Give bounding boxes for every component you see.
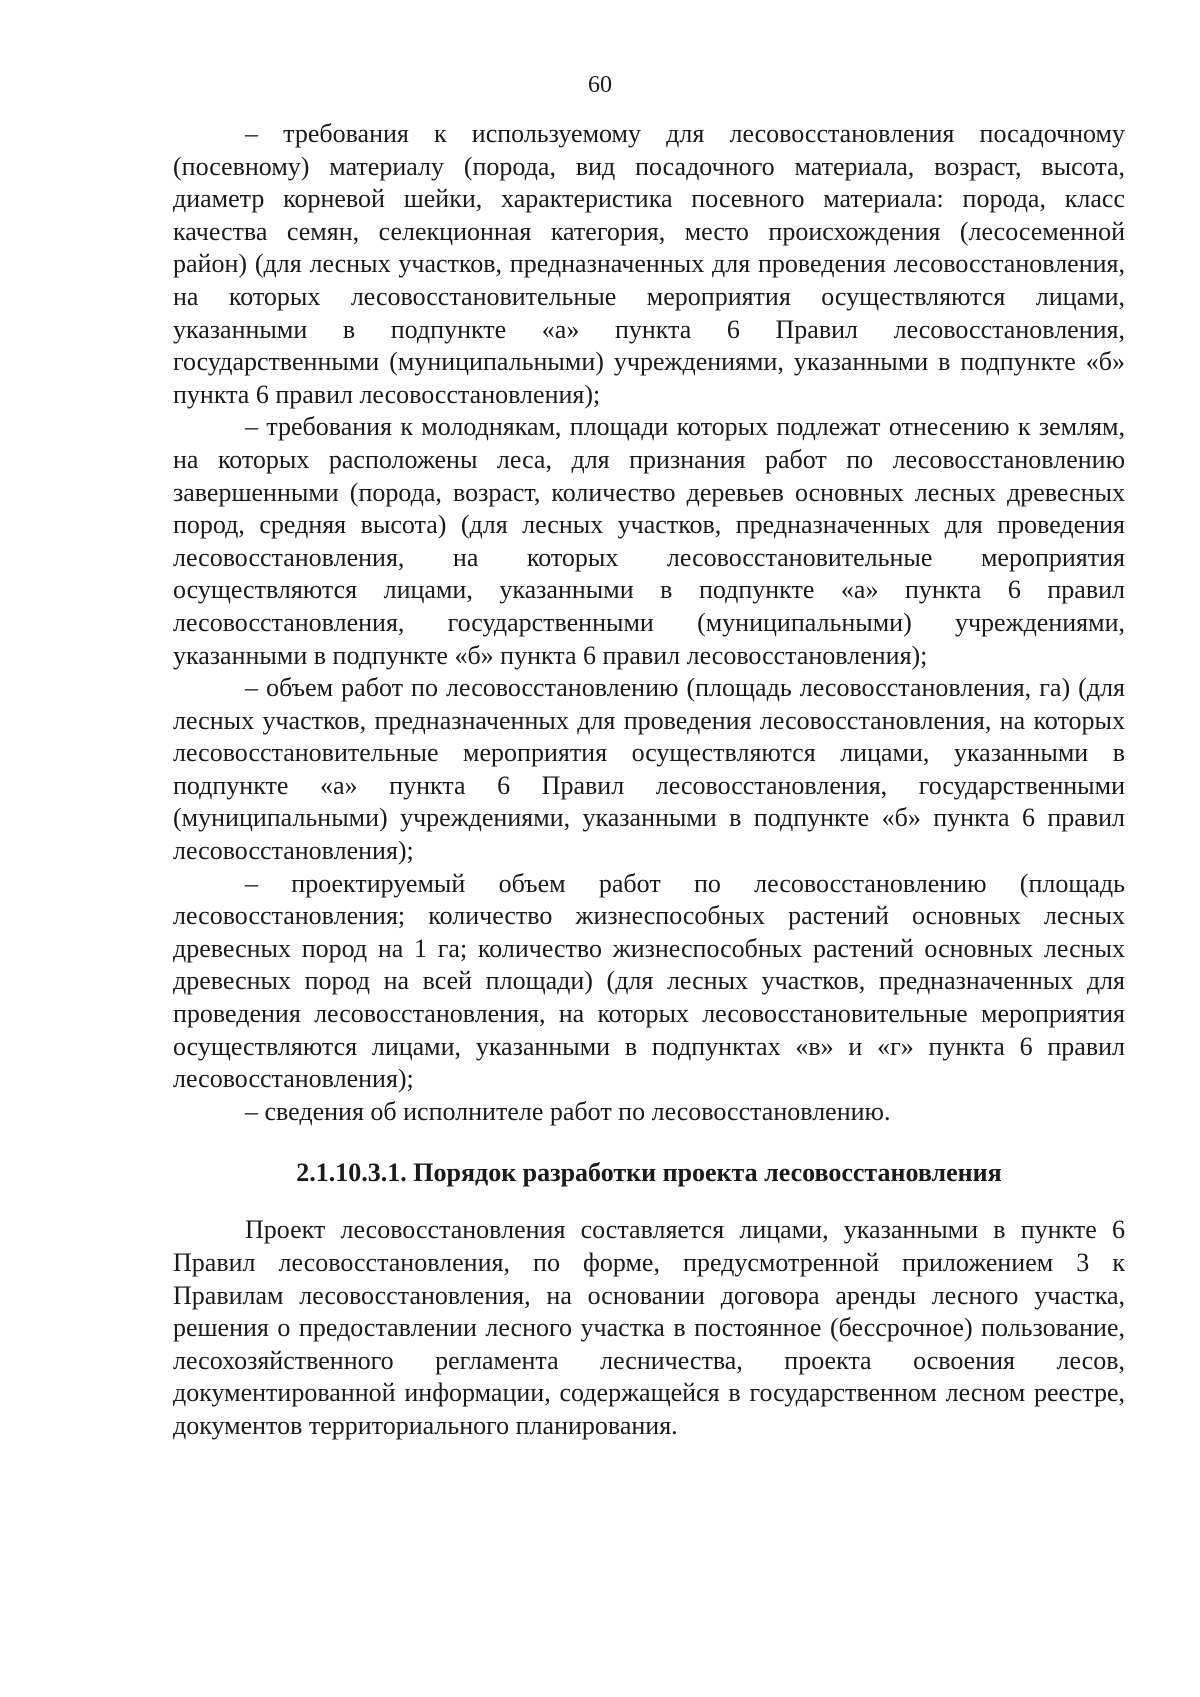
section-heading: 2.1.10.3.1. Порядок разработки проекта лесовосстановления [296, 1158, 1002, 1188]
list-item-contractor-info: – сведения об исполнителе работ по лесовосстановлению. [245, 1096, 891, 1126]
page-number: 60 [588, 72, 612, 98]
list-item-young-growth-requirements: – требования к молоднякам, площади которых подлежат отнесению к землям, на которых расположены леса, для признания работ по лесовосстановлению завершенными (порода, возраст, количество деревьев основных лесных древесных пород, средняя высота) (для лесных участков, предназначенных для проведения лесовосстановления, на которых лесовосстановительные мероприятия осуществляются лицами, указанными в подпункте «а» пункта 6 правил лесовосстановления, государственными (муниципальными) учреждениями, указанными в подпункте «б» пункта 6 правил лесовосстановления); [173, 412, 1125, 670]
list-item-work-volume: – объем работ по лесовосстановлению (площадь лесовосстановления, га) (для лесных участков, предназначенных для проведения лесовосстановления, на которых лесовосстановительные мероприятия осуществляются лицами, указанными в подпункте «а» пункта 6 Правил лесовосстановления, государственными (муниципальными) учреждениями, указанными в подпункте «б» пункта 6 правил лесовосстановления); [173, 673, 1125, 866]
section-paragraph: Проект лесовосстановления составляется лицами, указанными в пункте 6 Правил лесовосстановления, по форме, предусмотренной приложением 3 к Правилам лесовосстановления, на основании договора аренды лесного участка, решения о предоставлении лесного участка в постоянное (бессрочное) пользование, лесохозяйственного регламента лесничества, проекта освоения лесов, документированной информации, содержащейся в государственном лесном реестре, документов территориального планирования. [173, 1215, 1125, 1440]
list-item-projected-work-volume: – проектируемый объем работ по лесовосстановлению (площадь лесовосстановления; количество жизнеспособных растений основных лесных древесных пород на 1 га; количество жизнеспособных растений основных лесных древесных пород на всей площади) (для лесных участков, предназначенных для проведения лесовосстановления, на которых лесовосстановительные мероприятия осуществляются лицами, указанными в подпунктах «в» и «г» пункта 6 правил лесовосстановления); [173, 868, 1125, 1094]
list-item-planting-material-requirements: – требования к используемому для лесовосстановления посадочному (посевному) материалу (порода, вид посадочного материала, возраст, высота, диаметр корневой шейки, характеристика посевного материала: порода, класс качества семян, селекционная категория, место происхождения (лесосеменной район) (для лесных участков, предназначенных для проведения лесовосстановления, на которых лесовосстановительные мероприятия осуществляются лицами, указанными в подпункте «а» пункта 6 Правил лесовосстановления, государственными (муниципальными) учреждениями, указанными в подпункте «б» пункта 6 правил лесовосстановления); [173, 119, 1125, 409]
document-body [173, 118, 1125, 1443]
